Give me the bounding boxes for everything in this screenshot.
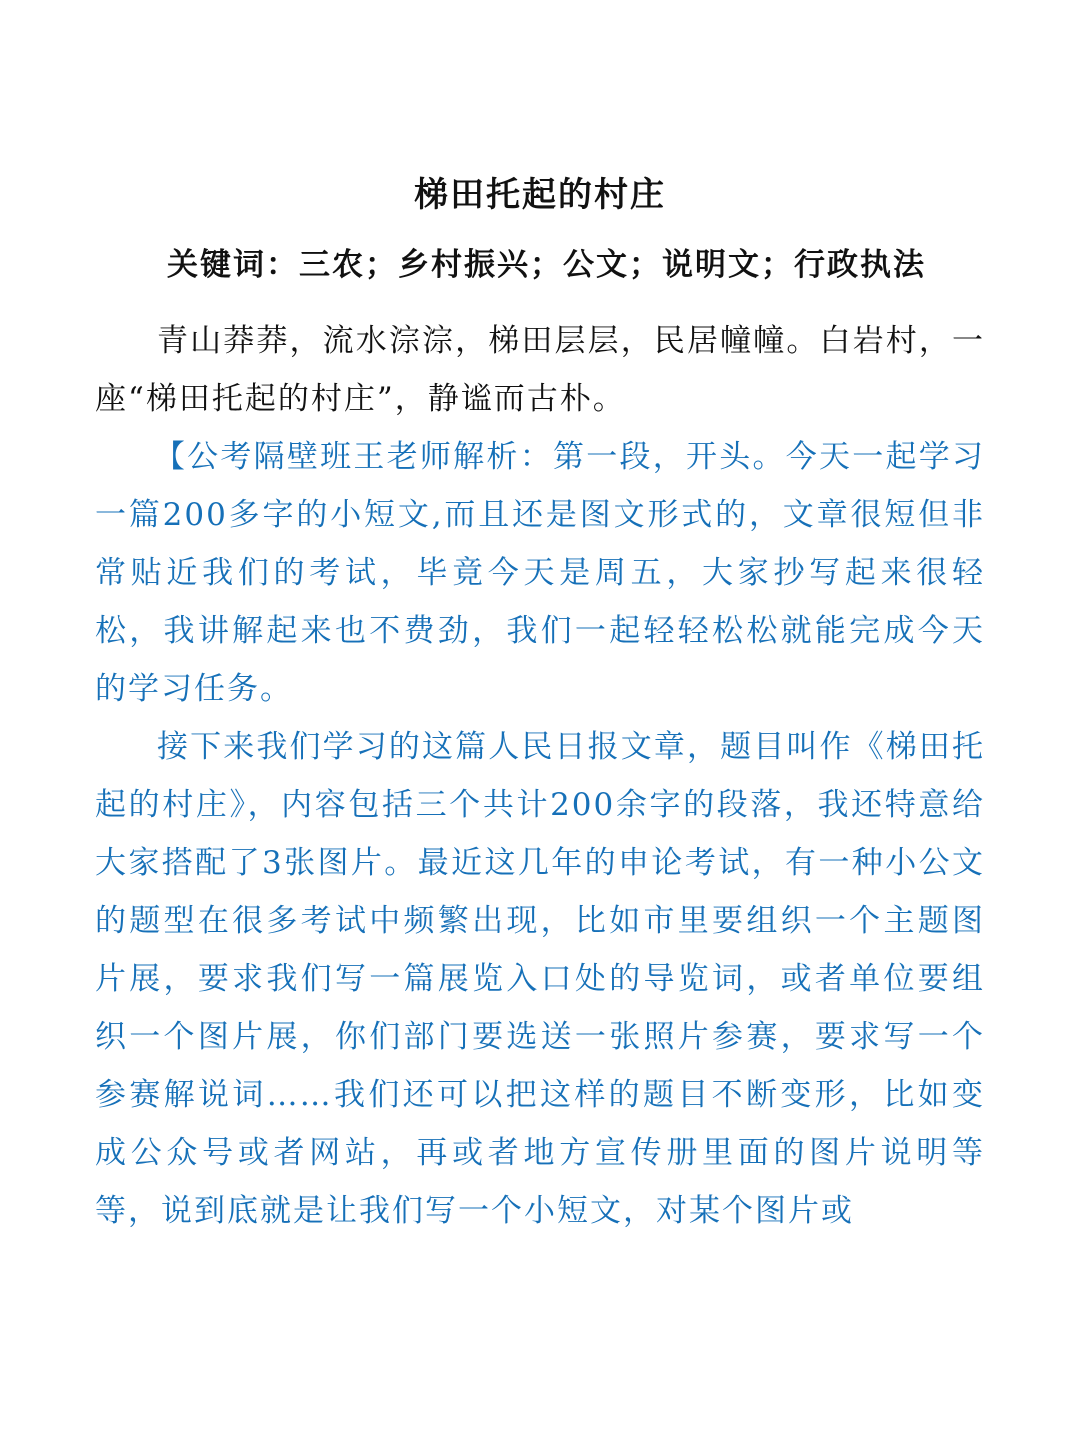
document-page: [95, 160, 985, 1240]
keywords-line: 关键词：三农；乡村振兴；公文；说明文；行政执法: [167, 247, 926, 283]
analysis-paragraph: 【公考隔壁班王老师解析：第一段，开头。今天一起学习一篇200多字的小短文,而且还是图文形式的，文章很短但非常贴近我们的考试，毕竟今天是周五，大家抄写起来很轻松，我讲解起来也不费劲，我们一起轻轻松松就能完成今天的学习任务。: [95, 439, 985, 707]
article-title: 梯田托起的村庄: [414, 175, 666, 215]
analysis-paragraph: 接下来我们学习的这篇人民日报文章，题目叫作《梯田托起的村庄》，内容包括三个共计200余字的段落，我还特意给大家搭配了3张图片。最近这几年的申论考试，有一种小公文的题型在很多考试中频繁出现，比如市里要组织一个主题图片展，要求我们写一篇展览入口处的导览词，或者单位要组织一个图片展，你们部门要选送一张照片参赛，要求写一个参赛解说词……我们还可以把这样的题目不断变形，比如变成公众号或者网站，再或者地方宣传册里面的图片说明等等，说到底就是让我们写一个小短文，对某个图片或: [95, 729, 985, 1229]
article-paragraph: 青山莽莽，流水淙淙，梯田层层，民居幢幢。白岩村，一座“梯田托起的村庄”，静谧而古朴。: [95, 323, 985, 417]
